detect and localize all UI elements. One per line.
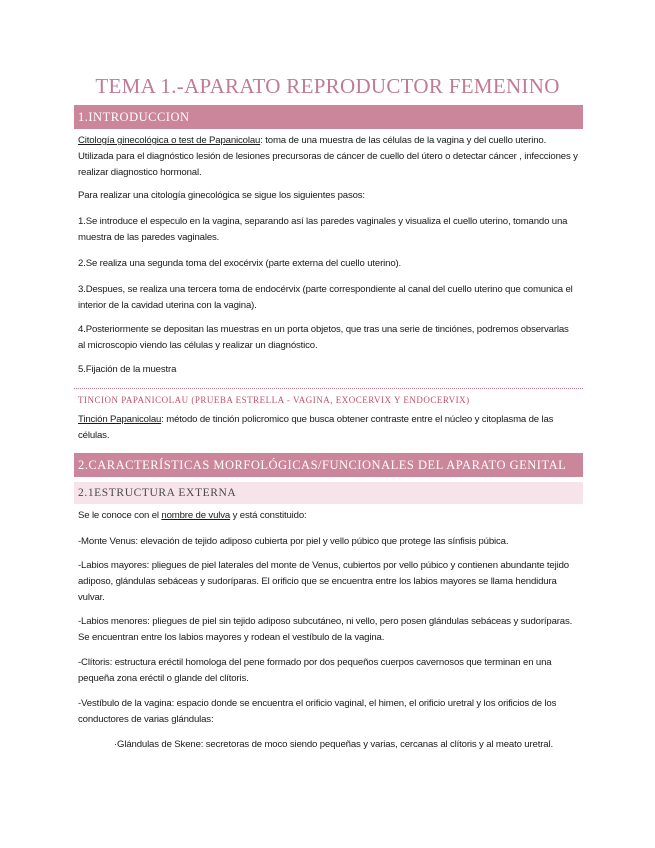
steps-intro: Para realizar una citología ginecológica se sigue los siguientes pasos:: [78, 190, 365, 201]
page-title: TEMA 1.-APARATO REPRODUCTOR FEMENINO: [95, 74, 560, 98]
divider: [74, 388, 583, 389]
tincion-subheading: TINCION PAPANICOLAU (PRUEBA ESTRELLA - VAGINA, EXOCERVIX Y ENDOCERVIX): [78, 395, 470, 405]
step-4: 4.Posteriormente se depositan las muestras en un porta objetos, que tras una serie de tinciónes, podremos observarlas al microscopio viendo las células y realizar un diagnóstico.: [78, 324, 569, 351]
intro-text: : toma de una muestra de las células de la vagina y del cuello uterino. Utilizada para el diagnóstico lesión de lesiones precursoras de cáncer de cuello del útero o detectar cáncer , infecciones y realizar diagnostico hormonal.: [78, 135, 578, 178]
step-3: 3.Despues, se realiza una tercera toma de endocérvix (parte correspondiente al canal del cuello uterino que comunica el interior de la cavidad uterina con la vagina).: [78, 284, 573, 311]
glandulas-skene-item: ·Glándulas de Skene: secretoras de moco siendo pequeñas y varias, cercanas al clítoris y al meato uretral.: [114, 739, 553, 750]
vulva-pre: Se le conoce con el: [78, 510, 162, 521]
vestibulo-item: -Vestíbulo de la vagina: espacio donde se encuentra el orificio vaginal, el himen, el orificio uretral y los orificios de los conductores de varias glándulas:: [78, 698, 557, 725]
section-heading-caracteristicas: [74, 453, 583, 477]
tincion-text: : método de tinción policromico que busca obtener contraste entre el núcleo y citoplasma de las células.: [78, 414, 554, 441]
step-5: 5.Fijación de la muestra: [78, 364, 177, 375]
intro-term: Citología ginecológica o test de Papanicolau: [78, 135, 261, 146]
section-heading-label: 2.CARACTERÍSTICAS MORFOLÓGICAS/FUNCIONALES DEL APARATO GENITAL: [78, 458, 567, 472]
vulva-post: y está constituido:: [230, 510, 307, 521]
step-1: 1.Se introduce el especulo en la vagina, separando así las paredes vaginales y visualiza el cuello uterino, tomando una muestra de las paredes vaginales.: [78, 216, 568, 243]
vulva-paragraph: [78, 508, 578, 524]
tincion-term: Tinción Papanicolau: [78, 414, 162, 425]
clitoris-item: -Clítoris: estructura eréctil homologa del pene formado por dos pequeños cuerpos cavernosos que terminan en una pequeña zona eréctil o glande del clítoris.: [78, 657, 552, 684]
labios-menores-item: -Labios menores: pliegues de piel sin tejido adiposo subcutáneo, ni vello, pero posen glándulas sebáceas y sudoríparas. Se encuentran entre los labios mayores y rodean el vestíbulo de la vagina.: [78, 616, 573, 643]
step-2: 2.Se realiza una segunda toma del exocérvix (parte externa del cuello uterino).: [78, 258, 402, 269]
vulva-term: nombre de vulva: [161, 510, 231, 521]
subsection-heading-label: 2.1ESTRUCTURA EXTERNA: [78, 487, 237, 499]
section-heading-introduccion: [74, 105, 583, 129]
monte-venus-item: -Monte Venus: elevación de tejido adiposo cubierta por piel y vello púbico que protege las sínfisis púbica.: [78, 536, 509, 547]
subsection-heading-estructura-externa: [74, 482, 583, 504]
section-heading-label: 1.INTRODUCCION: [78, 110, 190, 124]
tincion-paragraph: [78, 412, 578, 444]
intro-paragraph: [78, 133, 578, 181]
labios-mayores-item: -Labios mayores: pliegues de piel laterales del monte de Venus, cubiertos por vello púbico y contienen abundante tejido adiposo, glándulas sebáceas y sudoríparas. El orificio que se encuentra entre los labios mayores se llama hendidura vulvar.: [78, 560, 569, 603]
